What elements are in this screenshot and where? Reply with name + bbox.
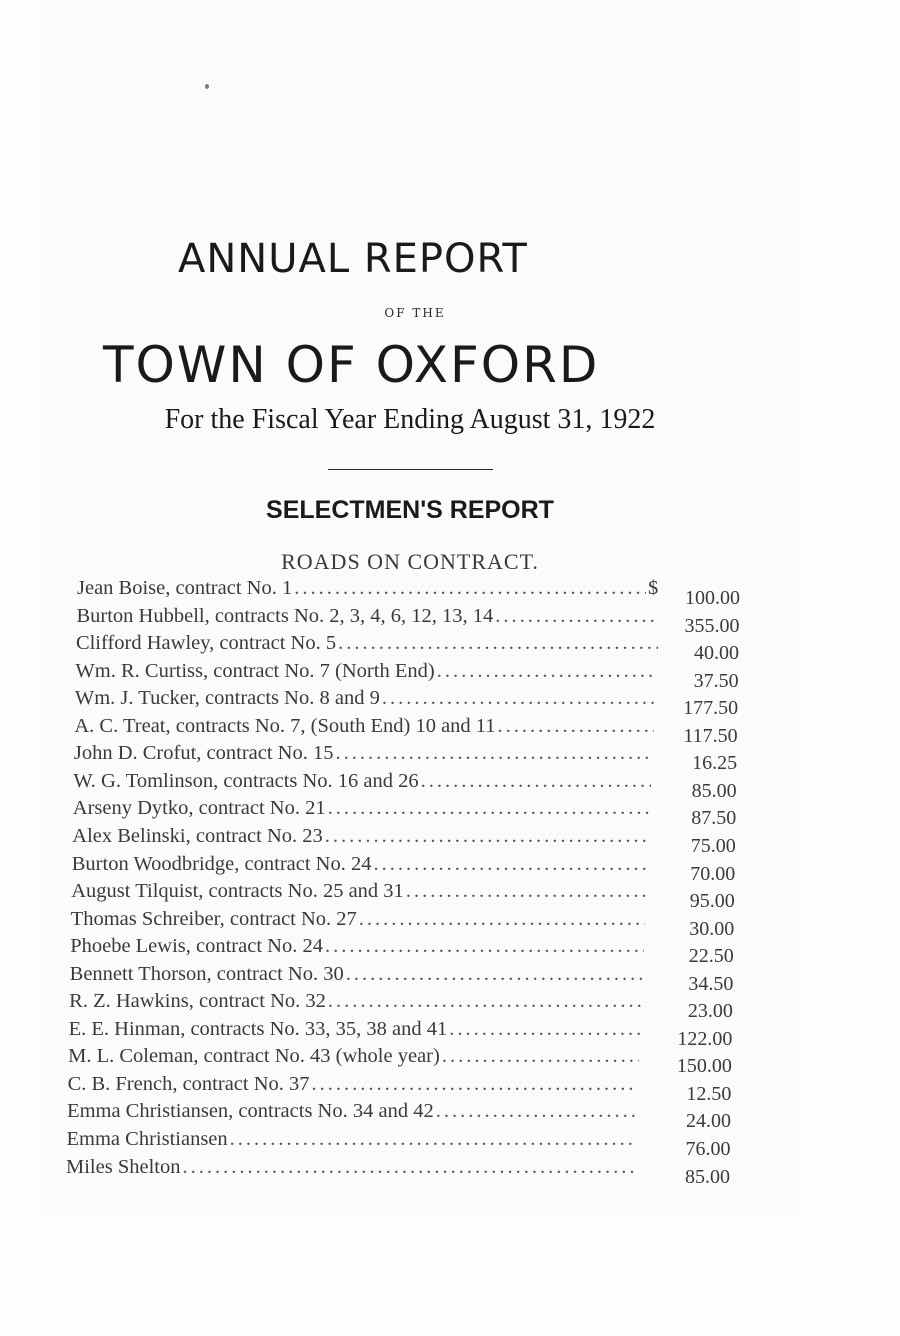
amount-value: 122.00 [677,1027,733,1050]
dot-leader [294,577,646,600]
table-row [70,963,645,989]
contractor-name: Emma Christiansen [66,1128,228,1150]
amount-value: 16.25 [692,752,738,775]
contractor-name: R. Z. Hawkins, contract No. 32 [69,990,326,1013]
dot-leader [230,1128,636,1151]
amount-value: 95.00 [689,890,735,913]
contractor-name: John D. Crofut, contract No. 15 [73,742,334,765]
amount-value: 150.00 [676,1055,732,1078]
amount-value: 40.00 [694,642,740,665]
dot-leader [436,1100,637,1123]
dot-leader [382,687,655,710]
table-row [76,605,660,631]
contractor-name: Burton Woodbridge, contract No. 24 [71,852,372,875]
amount-value: 177.50 [683,697,739,720]
table-row [72,825,651,851]
amount-value: 100.00 [685,587,740,609]
table-row [72,853,650,879]
table-row [77,577,662,603]
contractor-name: M. L. Coleman, contract No. 43 (whole year) [68,1045,440,1068]
table-row [66,1156,636,1182]
dot-leader [406,880,647,903]
report-title: ANNUAL REPORT [178,236,528,282]
table-row [69,990,643,1016]
dot-leader [325,825,649,848]
contractor-name: A. C. Treat, contracts No. 7, (South End) 10 and 11 [74,714,496,737]
amount-value: 23.00 [687,1000,733,1023]
contractor-name: W. G. Tomlinson, contracts No. 16 and 26 [73,769,419,792]
contractor-name: Jean Boise, contract No. 1 [77,577,293,599]
table-row [75,660,658,686]
table-row [67,1100,638,1126]
contractor-name: Emma Christiansen, contracts No. 34 and 42 [67,1100,434,1123]
amount-value: 85.00 [691,779,737,802]
amount-value: 30.00 [689,917,735,940]
dot-leader [328,990,642,1013]
table-row [74,715,655,741]
contractor-name: Wm. J. Tucker, contracts No. 8 and 9 [74,687,380,710]
contractor-name: Wm. R. Curtiss, contract No. 7 (North End) [75,659,435,682]
contractor-name: C. B. French, contract No. 37 [67,1072,310,1095]
town-name: TOWN OF OXFORD [103,336,600,394]
contractor-name: E. E. Hinman, contracts No. 33, 35, 38 and 41 [68,1017,448,1040]
contractor-name: Bennett Thorson, contract No. 30 [69,962,344,985]
amount-value: 87.50 [691,807,737,830]
contractor-name: Alex Belinski, contract No. 23 [72,824,323,847]
amount-value: 12.50 [686,1082,732,1105]
table-row [71,908,647,934]
section-title: SELECTMEN'S REPORT [266,496,554,524]
table-row [76,632,660,658]
dot-leader [421,770,652,793]
amount-value: 37.50 [693,669,739,692]
dot-leader [182,1156,634,1179]
amount-value: 75.00 [690,834,736,857]
currency-symbol: $ [648,577,659,599]
table-row [69,1018,643,1044]
title-connector: OF THE [384,306,446,320]
dot-leader [437,660,657,683]
amount-value: 355.00 [684,614,740,637]
amount-value: 22.50 [688,945,734,968]
amount-value: 85.00 [685,1165,730,1188]
table-row [71,880,648,906]
contractor-name: Clifford Hawley, contract No. 5 [75,632,337,655]
dot-leader [312,1073,638,1096]
dot-leader [449,1018,640,1041]
dot-leader [328,797,651,820]
subsection-title: ROADS ON CONTRACT. [281,549,539,574]
dot-leader [346,963,643,986]
table-row [74,742,655,768]
amount-value: 117.50 [683,724,738,747]
contractor-name: Thomas Schreiber, contract No. 27 [70,907,357,930]
contractor-name: Miles Shelton [66,1155,181,1178]
table-row [68,1073,640,1099]
table-row [75,687,657,713]
contractor-name: Burton Hubbell, contracts No. 2, 3, 4, 6, 12, 13, 14 [76,604,494,627]
table-row [67,1128,638,1154]
table-row [70,935,646,961]
dot-leader [373,853,647,876]
table-row [73,770,653,796]
amount-value: 24.00 [685,1110,731,1133]
amount-value: 70.00 [690,862,736,885]
fiscal-year-line: For the Fiscal Year Ending August 31, 1922 [164,404,656,435]
dot-leader [442,1045,639,1068]
contractor-name: Arseny Dytko, contract No. 21 [72,797,326,820]
contractor-name: Phoebe Lewis, contract No. 24 [70,935,323,958]
amount-value: 76.00 [685,1138,731,1160]
dot-leader [335,742,652,765]
table-row [68,1045,641,1071]
table-row [73,797,652,823]
dot-leader [338,632,657,655]
dot-leader [498,715,654,738]
contractor-name: August Tilquist, contracts No. 25 and 31 [71,880,404,903]
dot-leader [325,935,644,958]
dot-leader [359,908,645,931]
dot-leader [495,605,658,628]
amount-value: 34.50 [688,972,734,995]
